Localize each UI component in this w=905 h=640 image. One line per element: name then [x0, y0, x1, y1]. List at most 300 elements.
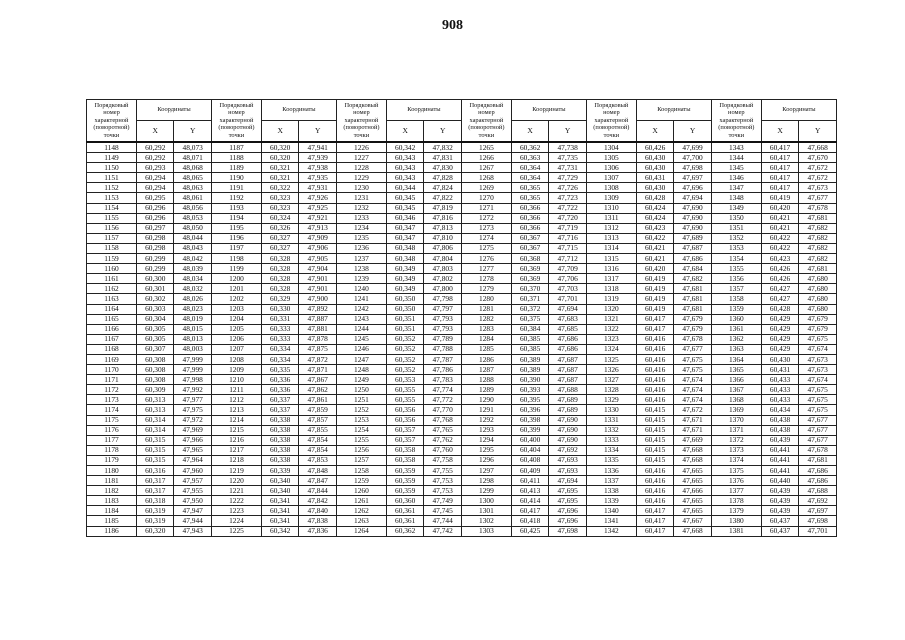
cell-y: 47,678 [799, 203, 837, 213]
table-row [87, 385, 837, 395]
table-row [87, 344, 837, 354]
cell-x: 60,415 [636, 435, 673, 445]
cell-y: 47,675 [674, 365, 712, 375]
cell-point-number: 1219 [211, 466, 261, 476]
cell-y: 47,964 [174, 455, 212, 465]
cell-y: 47,668 [674, 455, 712, 465]
cell-x: 60,335 [261, 365, 298, 375]
cell-point-number: 1339 [586, 496, 636, 506]
cell-point-number: 1381 [711, 526, 761, 536]
cell-x: 60,292 [136, 153, 173, 163]
cell-y: 47,672 [674, 405, 712, 415]
cell-x: 60,300 [136, 274, 173, 284]
cell-y: 48,073 [174, 142, 212, 153]
cell-x: 60,362 [511, 142, 548, 153]
cell-x: 60,342 [386, 142, 423, 153]
cell-y: 47,673 [799, 365, 837, 375]
cell-y: 47,671 [674, 425, 712, 435]
cell-point-number: 1237 [336, 254, 386, 264]
cell-y: 47,943 [174, 526, 212, 536]
table-row [87, 223, 837, 233]
cell-x: 60,294 [136, 173, 173, 183]
table-row [87, 233, 837, 243]
cell-x: 60,420 [761, 203, 798, 213]
cell-point-number: 1176 [87, 425, 137, 435]
cell-y: 47,682 [799, 243, 837, 253]
cell-y: 47,901 [299, 274, 337, 284]
cell-x: 60,349 [386, 264, 423, 274]
cell-x: 60,338 [261, 425, 298, 435]
cell-point-number: 1188 [211, 153, 261, 163]
cell-point-number: 1263 [336, 516, 386, 526]
cell-x: 60,307 [136, 344, 173, 354]
cell-x: 60,421 [636, 243, 673, 253]
cell-point-number: 1217 [211, 445, 261, 455]
cell-y: 47,854 [299, 445, 337, 455]
cell-y: 47,853 [299, 455, 337, 465]
cell-point-number: 1371 [711, 425, 761, 435]
cell-x: 60,416 [636, 466, 673, 476]
cell-point-number: 1307 [586, 173, 636, 183]
cell-y: 47,729 [549, 173, 587, 183]
cell-y: 47,793 [424, 324, 462, 334]
cell-x: 60,417 [511, 506, 548, 516]
cell-point-number: 1223 [211, 506, 261, 516]
cell-point-number: 1282 [461, 314, 511, 324]
cell-point-number: 1341 [586, 516, 636, 526]
header-x: X [511, 121, 548, 143]
cell-y: 47,758 [424, 455, 462, 465]
cell-y: 47,700 [674, 153, 712, 163]
cell-point-number: 1202 [211, 294, 261, 304]
cell-point-number: 1253 [336, 415, 386, 425]
cell-x: 60,421 [761, 223, 798, 233]
cell-point-number: 1314 [586, 243, 636, 253]
cell-point-number: 1354 [711, 254, 761, 264]
cell-x: 60,416 [636, 476, 673, 486]
cell-y: 47,788 [424, 344, 462, 354]
cell-x: 60,352 [386, 344, 423, 354]
cell-x: 60,344 [386, 183, 423, 193]
cell-point-number: 1368 [711, 395, 761, 405]
cell-x: 60,411 [511, 476, 548, 486]
cell-y: 48,043 [174, 243, 212, 253]
cell-x: 60,338 [261, 415, 298, 425]
cell-point-number: 1366 [711, 375, 761, 385]
cell-point-number: 1244 [336, 324, 386, 334]
cell-point-number: 1156 [87, 223, 137, 233]
cell-point-number: 1296 [461, 455, 511, 465]
cell-x: 60,293 [136, 163, 173, 173]
cell-x: 60,340 [261, 476, 298, 486]
cell-point-number: 1269 [461, 183, 511, 193]
header-y: Y [799, 121, 837, 143]
cell-point-number: 1214 [211, 415, 261, 425]
cell-x: 60,336 [261, 385, 298, 395]
cell-x: 60,343 [386, 163, 423, 173]
cell-y: 47,941 [299, 142, 337, 153]
cell-point-number: 1234 [336, 223, 386, 233]
cell-point-number: 1380 [711, 516, 761, 526]
cell-y: 47,800 [424, 284, 462, 294]
cell-point-number: 1233 [336, 213, 386, 223]
cell-x: 60,323 [261, 193, 298, 203]
cell-y: 47,706 [549, 274, 587, 284]
cell-point-number: 1305 [586, 153, 636, 163]
table-row [87, 395, 837, 405]
cell-y: 47,681 [799, 264, 837, 274]
cell-x: 60,351 [386, 314, 423, 324]
cell-y: 47,698 [799, 516, 837, 526]
header-point-number: Порядковый номер характерной (поворотной) точки [461, 100, 511, 143]
cell-x: 60,318 [136, 496, 173, 506]
cell-point-number: 1311 [586, 213, 636, 223]
cell-x: 60,333 [261, 334, 298, 344]
cell-y: 47,844 [299, 486, 337, 496]
cell-y: 47,972 [174, 415, 212, 425]
cell-x: 60,439 [761, 435, 798, 445]
cell-y: 47,679 [799, 314, 837, 324]
cell-y: 47,681 [799, 455, 837, 465]
cell-point-number: 1342 [586, 526, 636, 536]
cell-y: 47,670 [799, 153, 837, 163]
cell-y: 47,760 [424, 445, 462, 455]
cell-x: 60,313 [136, 395, 173, 405]
cell-point-number: 1363 [711, 344, 761, 354]
cell-y: 47,848 [299, 466, 337, 476]
cell-point-number: 1163 [87, 294, 137, 304]
cell-y: 48,023 [174, 304, 212, 314]
cell-x: 60,356 [386, 415, 423, 425]
cell-y: 47,969 [174, 425, 212, 435]
cell-x: 60,433 [761, 395, 798, 405]
cell-point-number: 1255 [336, 435, 386, 445]
cell-point-number: 1357 [711, 284, 761, 294]
cell-y: 48,044 [174, 233, 212, 243]
cell-y: 47,689 [674, 233, 712, 243]
cell-x: 60,413 [511, 486, 548, 496]
cell-point-number: 1165 [87, 314, 137, 324]
cell-x: 60,364 [511, 163, 548, 173]
cell-point-number: 1315 [586, 254, 636, 264]
cell-x: 60,357 [386, 435, 423, 445]
cell-x: 60,369 [511, 264, 548, 274]
cell-point-number: 1182 [87, 486, 137, 496]
cell-point-number: 1213 [211, 405, 261, 415]
cell-x: 60,427 [761, 284, 798, 294]
cell-point-number: 1292 [461, 415, 511, 425]
cell-point-number: 1360 [711, 314, 761, 324]
cell-y: 47,862 [299, 385, 337, 395]
cell-x: 60,359 [386, 476, 423, 486]
cell-x: 60,417 [761, 183, 798, 193]
cell-x: 60,292 [136, 142, 173, 153]
cell-x: 60,326 [261, 223, 298, 233]
table-row [87, 365, 837, 375]
cell-point-number: 1183 [87, 496, 137, 506]
cell-y: 47,722 [549, 203, 587, 213]
cell-point-number: 1245 [336, 334, 386, 344]
cell-y: 47,723 [549, 193, 587, 203]
cell-y: 48,034 [174, 274, 212, 284]
cell-y: 48,061 [174, 193, 212, 203]
cell-x: 60,314 [136, 425, 173, 435]
header-point-number: Порядковый номер характерной (поворотной) точки [336, 100, 386, 143]
cell-x: 60,355 [386, 395, 423, 405]
cell-x: 60,319 [136, 516, 173, 526]
header-y: Y [299, 121, 337, 143]
header-coordinates: Координаты [636, 100, 711, 121]
cell-point-number: 1158 [87, 243, 137, 253]
cell-point-number: 1349 [711, 203, 761, 213]
table-row [87, 153, 837, 163]
cell-point-number: 1276 [461, 254, 511, 264]
cell-y: 47,681 [799, 213, 837, 223]
cell-x: 60,399 [511, 425, 548, 435]
cell-y: 47,668 [799, 142, 837, 153]
table-row [87, 163, 837, 173]
cell-x: 60,422 [761, 233, 798, 243]
table-row [87, 203, 837, 213]
cell-x: 60,352 [386, 354, 423, 364]
cell-x: 60,426 [761, 264, 798, 274]
cell-y: 48,063 [174, 183, 212, 193]
cell-point-number: 1226 [336, 142, 386, 153]
cell-x: 60,361 [386, 516, 423, 526]
cell-point-number: 1353 [711, 243, 761, 253]
cell-y: 47,938 [299, 163, 337, 173]
cell-y: 48,039 [174, 264, 212, 274]
cell-x: 60,417 [761, 153, 798, 163]
table-row [87, 354, 837, 364]
cell-y: 47,709 [549, 264, 587, 274]
cell-y: 47,686 [674, 254, 712, 264]
cell-x: 60,340 [261, 486, 298, 496]
cell-x: 60,416 [636, 395, 673, 405]
cell-y: 47,692 [549, 445, 587, 455]
cell-point-number: 1180 [87, 466, 137, 476]
cell-y: 47,690 [674, 203, 712, 213]
cell-x: 60,433 [761, 375, 798, 385]
cell-x: 60,352 [386, 365, 423, 375]
cell-y: 48,032 [174, 284, 212, 294]
cell-y: 47,669 [674, 435, 712, 445]
cell-x: 60,343 [386, 173, 423, 183]
cell-x: 60,375 [511, 314, 548, 324]
cell-point-number: 1347 [711, 183, 761, 193]
cell-point-number: 1265 [461, 142, 511, 153]
cell-y: 47,672 [799, 163, 837, 173]
cell-point-number: 1370 [711, 415, 761, 425]
cell-x: 60,421 [636, 254, 673, 264]
cell-y: 47,686 [799, 466, 837, 476]
cell-point-number: 1208 [211, 354, 261, 364]
cell-point-number: 1294 [461, 435, 511, 445]
cell-y: 47,715 [549, 243, 587, 253]
cell-point-number: 1207 [211, 344, 261, 354]
table-row [87, 193, 837, 203]
cell-x: 60,418 [511, 516, 548, 526]
cell-y: 47,789 [424, 334, 462, 344]
cell-y: 47,900 [299, 294, 337, 304]
cell-x: 60,417 [636, 516, 673, 526]
cell-point-number: 1160 [87, 264, 137, 274]
cell-y: 47,944 [174, 516, 212, 526]
cell-y: 47,999 [174, 354, 212, 364]
cell-x: 60,302 [136, 294, 173, 304]
cell-x: 60,385 [511, 344, 548, 354]
cell-point-number: 1373 [711, 445, 761, 455]
cell-x: 60,430 [636, 153, 673, 163]
cell-point-number: 1179 [87, 455, 137, 465]
cell-y: 47,679 [674, 324, 712, 334]
table-header [87, 100, 837, 143]
cell-y: 47,679 [799, 324, 837, 334]
header-y: Y [549, 121, 587, 143]
cell-point-number: 1159 [87, 254, 137, 264]
cell-point-number: 1312 [586, 223, 636, 233]
cell-x: 60,428 [636, 193, 673, 203]
cell-x: 60,419 [636, 284, 673, 294]
cell-x: 60,346 [386, 213, 423, 223]
table-row [87, 183, 837, 193]
cell-point-number: 1362 [711, 334, 761, 344]
cell-point-number: 1300 [461, 496, 511, 506]
cell-x: 60,324 [261, 213, 298, 223]
cell-x: 60,438 [761, 425, 798, 435]
cell-y: 47,690 [549, 415, 587, 425]
cell-point-number: 1359 [711, 304, 761, 314]
cell-y: 47,694 [674, 193, 712, 203]
cell-x: 60,360 [386, 496, 423, 506]
cell-point-number: 1313 [586, 233, 636, 243]
cell-y: 47,680 [799, 294, 837, 304]
cell-point-number: 1297 [461, 466, 511, 476]
cell-point-number: 1153 [87, 193, 137, 203]
cell-x: 60,317 [136, 486, 173, 496]
cell-y: 47,955 [174, 486, 212, 496]
cell-point-number: 1327 [586, 375, 636, 385]
cell-point-number: 1290 [461, 395, 511, 405]
cell-point-number: 1302 [461, 516, 511, 526]
cell-y: 47,931 [299, 183, 337, 193]
cell-x: 60,295 [136, 193, 173, 203]
cell-point-number: 1230 [336, 183, 386, 193]
cell-point-number: 1174 [87, 405, 137, 415]
cell-y: 47,667 [674, 516, 712, 526]
cell-y: 47,832 [424, 142, 462, 153]
cell-point-number: 1378 [711, 496, 761, 506]
cell-point-number: 1365 [711, 365, 761, 375]
cell-y: 47,840 [299, 506, 337, 516]
cell-point-number: 1309 [586, 193, 636, 203]
cell-y: 47,774 [424, 385, 462, 395]
cell-x: 60,316 [136, 466, 173, 476]
cell-x: 60,429 [761, 324, 798, 334]
table-row [87, 284, 837, 294]
cell-y: 47,749 [424, 496, 462, 506]
cell-x: 60,419 [636, 274, 673, 284]
cell-x: 60,416 [636, 375, 673, 385]
cell-point-number: 1247 [336, 354, 386, 364]
cell-y: 47,726 [549, 183, 587, 193]
cell-y: 47,998 [174, 375, 212, 385]
cell-x: 60,416 [636, 365, 673, 375]
cell-x: 60,334 [261, 354, 298, 364]
cell-y: 47,770 [424, 405, 462, 415]
cell-y: 47,693 [549, 455, 587, 465]
cell-point-number: 1252 [336, 405, 386, 415]
cell-point-number: 1267 [461, 163, 511, 173]
cell-y: 47,810 [424, 233, 462, 243]
cell-point-number: 1286 [461, 354, 511, 364]
cell-point-number: 1192 [211, 193, 261, 203]
cell-point-number: 1324 [586, 344, 636, 354]
cell-x: 60,441 [761, 455, 798, 465]
cell-y: 47,695 [549, 496, 587, 506]
cell-point-number: 1197 [211, 243, 261, 253]
cell-x: 60,358 [386, 455, 423, 465]
cell-point-number: 1199 [211, 264, 261, 274]
header-point-number: Порядковый номер характерной (поворотной) точки [711, 100, 761, 143]
cell-y: 47,686 [799, 476, 837, 486]
cell-point-number: 1275 [461, 243, 511, 253]
cell-x: 60,342 [261, 526, 298, 536]
cell-y: 47,698 [549, 526, 587, 536]
cell-x: 60,371 [511, 294, 548, 304]
cell-y: 47,939 [299, 153, 337, 163]
cell-point-number: 1149 [87, 153, 137, 163]
cell-point-number: 1257 [336, 455, 386, 465]
cell-point-number: 1171 [87, 375, 137, 385]
cell-x: 60,408 [511, 455, 548, 465]
cell-x: 60,328 [261, 284, 298, 294]
cell-y: 47,753 [424, 476, 462, 486]
cell-x: 60,433 [761, 385, 798, 395]
header-y: Y [174, 121, 212, 143]
cell-x: 60,337 [261, 395, 298, 405]
cell-y: 47,762 [424, 435, 462, 445]
table-row [87, 324, 837, 334]
cell-point-number: 1227 [336, 153, 386, 163]
cell-y: 47,688 [799, 486, 837, 496]
cell-y: 47,674 [674, 375, 712, 385]
cell-x: 60,320 [261, 153, 298, 163]
cell-x: 60,337 [261, 405, 298, 415]
cell-y: 47,690 [674, 223, 712, 233]
cell-x: 60,395 [511, 395, 548, 405]
cell-x: 60,364 [511, 173, 548, 183]
cell-x: 60,296 [136, 213, 173, 223]
cell-point-number: 1221 [211, 486, 261, 496]
cell-y: 47,921 [299, 213, 337, 223]
cell-x: 60,321 [261, 163, 298, 173]
cell-x: 60,369 [511, 274, 548, 284]
cell-x: 60,427 [761, 294, 798, 304]
cell-x: 60,367 [511, 233, 548, 243]
cell-y: 47,693 [549, 466, 587, 476]
cell-y: 47,674 [799, 344, 837, 354]
cell-point-number: 1356 [711, 274, 761, 284]
cell-x: 60,389 [511, 354, 548, 364]
cell-x: 60,416 [636, 496, 673, 506]
cell-y: 47,742 [424, 526, 462, 536]
cell-y: 47,665 [674, 476, 712, 486]
cell-point-number: 1248 [336, 365, 386, 375]
cell-point-number: 1194 [211, 213, 261, 223]
cell-x: 60,417 [636, 526, 673, 536]
cell-y: 48,071 [174, 153, 212, 163]
